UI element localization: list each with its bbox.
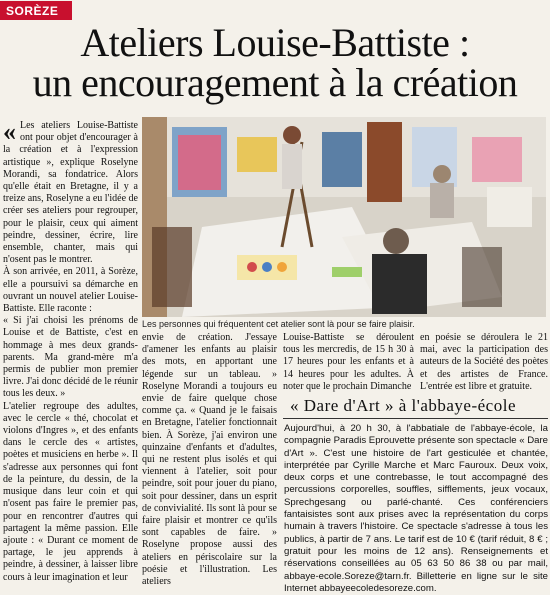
article-column-1 bbox=[3, 117, 138, 584]
col3-text: Louise-Battiste se déroulent tous les mercredis, de 15 h 30 à 17 heures pour les enfants et à 14 heures pour les adultes. À noter que le prochain Dimanche bbox=[283, 332, 414, 392]
col1-paragraph-1: Les ateliers Louise-Battiste ont pour objet d'encourager à la création et à l'expression artistique », explique Roselyne Morandi, sa fondatrice. Alors qu'elle était en Bretagne, il y a treize ans, Roselyne a eu l'idée de créer ses ateliers pour regrouper, pour le plaisir, ceux qui aiment peindre, dessiner, écrire, lire ensemble, chanter, mais qui n'osent pas le montrer. bbox=[3, 120, 138, 266]
event-box-divider bbox=[283, 418, 548, 419]
col2-text: envie de création. J'essaye d'amener les enfants au plaisir des mots, en apportant une légende sur un tableau. » Roselyne Morandi a toujours eu envie de faire quelque chose comme ça. « Quand je le faisais en Bretagne, l'atelier fonctionnait bien. À Sorèze, j'ai environ une quinzaine d'enfants et d'adultes, qui ne restent plus isolés et qui viennent à l'atelier, soit pour peindre, soit pour jouer du piano, soit pour dessiner, dans un esprit de convivialité. Ils sont là pour se faire plaisir et montrer ce qu'ils sont capables de faire. » Roselyne propose aussi des ateliers en périscolaire sur la poésie et l'illustration. Les ateliers bbox=[142, 332, 277, 588]
col4-text: en poésie se déroulera le 21 mai, avec la participation des auteurs de la Société des poètes et des artistes de France. L'entrée est libre et gratuite. bbox=[420, 332, 548, 392]
headline-line-1: Ateliers Louise-Battiste : bbox=[80, 20, 470, 65]
section-kicker: SORÈZE bbox=[0, 1, 72, 20]
col1-paragraph-3: « Si j'ai choisi les prénoms de Louise et de Battiste, c'est en hommage à mes deux grands-parents. Ma grand-mère m'a permis de publier mon premier livre. J'ai donc décidé de le réunir tous les deux. » bbox=[3, 315, 138, 400]
event-box-text: Aujourd'hui, à 20 h 30, à l'abbatiale de l'abbaye-école, la compagnie Paradis Eprouvette présente son spectacle « Dare d'Art ». C'est une histoire de l'art gesticulée et chantée, interprétée par Cyrille Marche et Marc Fauroux. Deux voix, deux corps et une contrebasse, le tout accompagné des percussions corporelles, souffles, sifflements, jeux vocaux, Sprechgesang ou parlé-chanté. Ces conférenciers fantaisistes sont aux prises avec la représentation du corps humain à travers l'histoire. Ce spectacle s'adresse à tous les publics, à partir de 7 ans. Le tarif est de 10 € (tarif réduit, 8 € ; gratuit pour les moins de 12 ans). Renseignements et réservations conseillées au 05 63 50 86 38 ou par mail, abbaye-ecole.Soreze@tarn.fr. Billetterie en ligne sur le site Internet abbayeecoledesoreze.com. bbox=[284, 423, 548, 594]
col1-paragraph-2: À son arrivée, en 2011, à Sorèze, elle a poursuivi sa démarche en ouvrant un nouvel atelier Louise-Battiste. Elle raconte : bbox=[3, 266, 138, 315]
article-column-2 bbox=[142, 332, 277, 588]
event-box-title: « Dare d'Art » à l'abbaye-école bbox=[290, 396, 516, 415]
headline-line-2: un encouragement à la création bbox=[32, 60, 518, 105]
article-column-4 bbox=[420, 332, 548, 393]
opening-quote-mark: « bbox=[3, 117, 16, 146]
article-column-3 bbox=[283, 332, 414, 393]
atelier-photo bbox=[142, 117, 546, 317]
col1-paragraph-4: L'atelier regroupe des adultes, avec le cercle « thé, chocolat et violons d'Ingres », et des enfants dans le cercle des « artistes, poètes et musiciens en herbe ». Il s'adresse aux personnes qui font de la peinture, du dessin, de la musique dans leur coin et qui n'osent pas faire le premier pas, pour en rencontrer d'autres qui partagent la même passion. Elle ajoute : « Durant ce moment de partage, le jeu apprends à peindre, à dessiner, à laisser libre cours à leur imagination et leur bbox=[3, 400, 138, 583]
photo-caption: Les personnes qui fréquentent cet atelier sont là pour se faire plaisir. bbox=[142, 319, 415, 329]
photo-illustration bbox=[142, 117, 546, 317]
